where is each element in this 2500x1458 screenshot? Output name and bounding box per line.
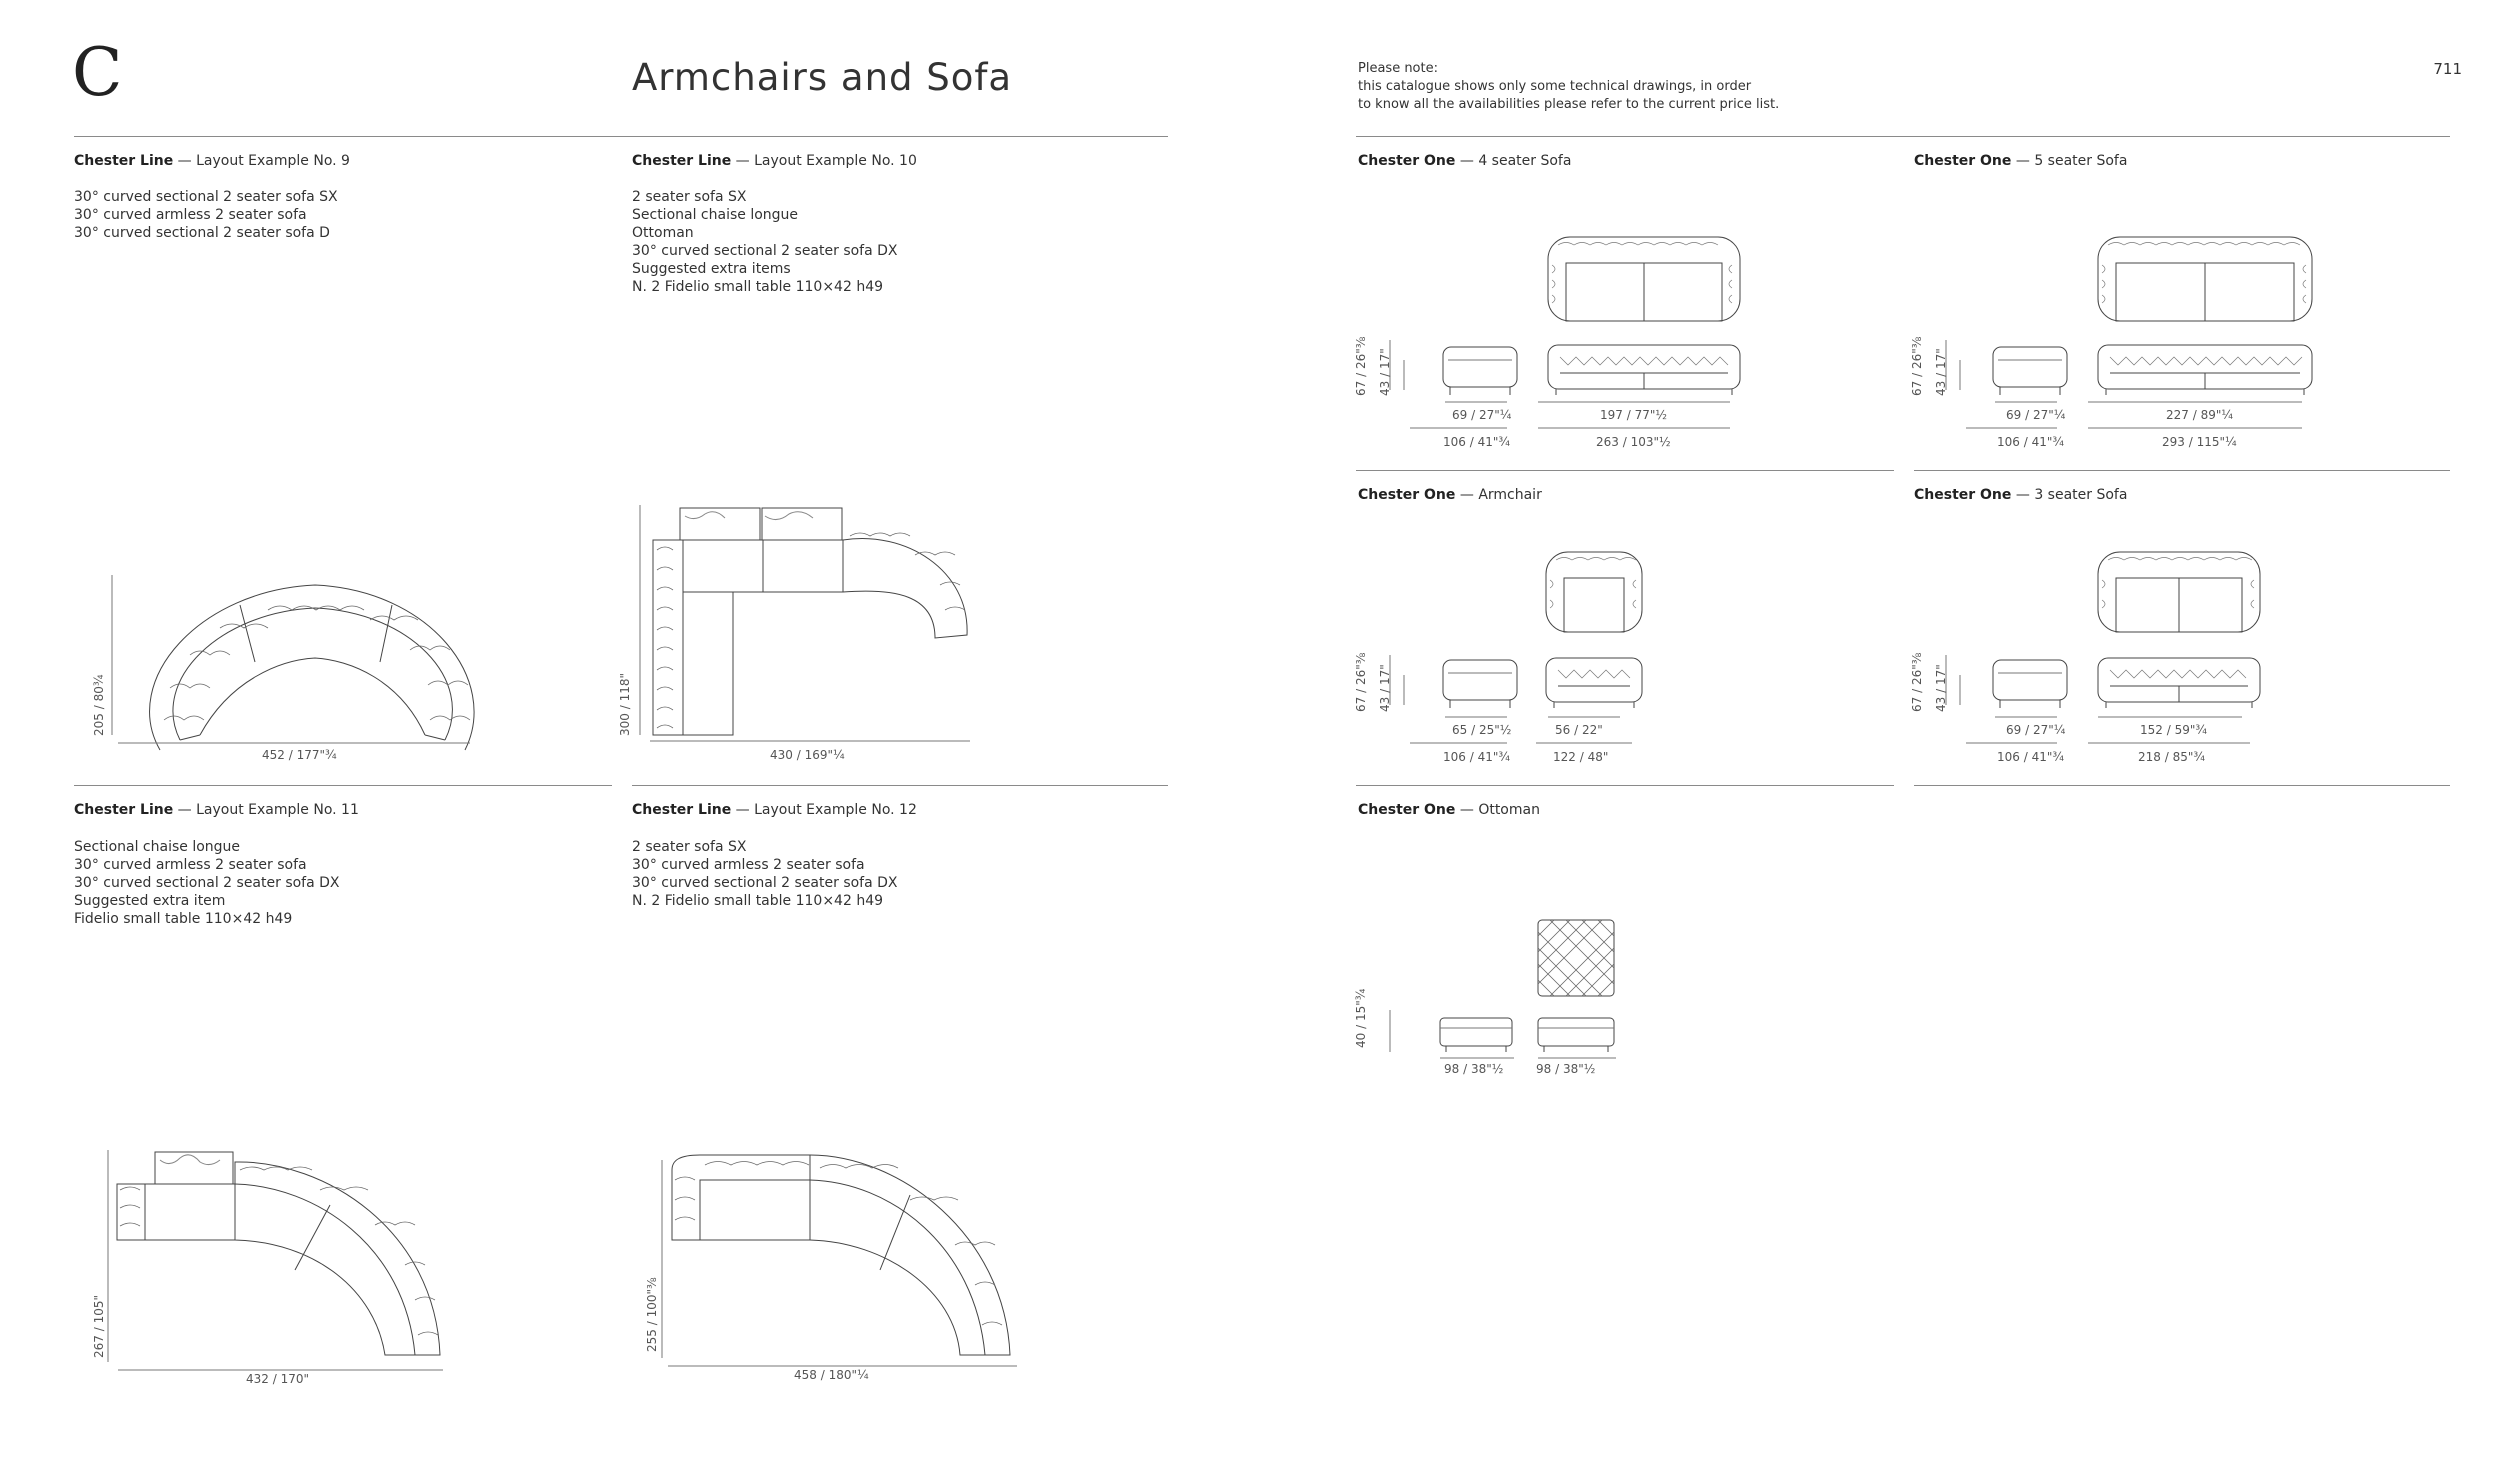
product-line-name: Chester One	[1914, 153, 2012, 169]
layout-name: Layout Example No. 12	[754, 802, 917, 818]
layout-name: Layout Example No. 9	[196, 153, 350, 169]
title-separator: —	[2011, 153, 2035, 169]
dimension-lines	[1370, 655, 1670, 747]
width-total-dimension: 218 / 85"¾	[2138, 750, 2205, 764]
width-dimension: 432 / 170"	[246, 1372, 309, 1386]
product-line-name: Chester Line	[74, 802, 174, 818]
product-line-name: Chester One	[1358, 487, 1456, 503]
dimension-lines	[1370, 340, 1750, 430]
note-line: to know all the availabilities please refer to the current price list.	[1358, 97, 1780, 112]
product-3-seater-title	[1914, 487, 2127, 503]
seat-height-dimension: 43 / 17"	[1378, 348, 1392, 396]
depth-dimension: 69 / 27"¼	[1452, 408, 1512, 422]
width-dimension: 227 / 89"¼	[2166, 408, 2233, 422]
layout-9-items	[74, 188, 338, 242]
dimension-lines	[640, 505, 980, 745]
list-item: 30° curved armless 2 seater sofa	[74, 207, 307, 223]
product-line-name: Chester Line	[74, 153, 174, 169]
depth-dimension: 65 / 25"½	[1452, 723, 1512, 737]
list-item: 30° curved sectional 2 seater sofa DX	[74, 875, 340, 891]
height-dimension: 67 / 26"⅜	[1910, 336, 1924, 396]
section-divider	[1914, 470, 2450, 471]
product-name: 5 seater Sofa	[2034, 153, 2128, 169]
section-divider	[1356, 785, 1894, 786]
depth-total-dimension: 106 / 41"¾	[1443, 435, 1510, 449]
depth-dimension: 205 / 80¾	[92, 674, 106, 736]
dimension-lines	[1926, 655, 2266, 747]
depth-dimension: 255 / 100"⅜	[645, 1277, 659, 1352]
product-armchair-title	[1358, 487, 1542, 503]
seat-height-dimension: 43 / 17"	[1934, 664, 1948, 712]
depth-dimension: 267 / 105"	[92, 1295, 106, 1358]
width-total-dimension: 122 / 48"	[1553, 750, 1609, 764]
list-item: 2 seater sofa SX	[632, 189, 747, 205]
height-dimension: 67 / 26"⅜	[1354, 652, 1368, 712]
height-dimension: 40 / 15"¾	[1354, 988, 1368, 1048]
product-line-name: Chester Line	[632, 802, 732, 818]
product-line-name: Chester Line	[632, 153, 732, 169]
seat-height-dimension: 43 / 17"	[1378, 664, 1392, 712]
front-dimension: 98 / 38"½	[1536, 1062, 1596, 1076]
list-item: 30° curved sectional 2 seater sofa DX	[632, 875, 898, 891]
section-divider	[1356, 470, 1894, 471]
title-separator: —	[173, 153, 197, 169]
layout-12-title	[632, 802, 917, 818]
header-rule-left	[74, 136, 1168, 137]
product-ottoman-title	[1358, 802, 1540, 818]
product-line-name: Chester One	[1358, 802, 1456, 818]
list-item: N. 2 Fidelio small table 110×42 h49	[632, 279, 884, 295]
product-4-seater-title	[1358, 153, 1571, 169]
page-number: 711	[2433, 60, 2462, 78]
list-item: Suggested extra items	[632, 261, 791, 277]
section-divider	[74, 785, 612, 786]
title-separator: —	[1455, 487, 1479, 503]
section-divider	[632, 785, 1168, 786]
width-total-dimension: 293 / 115"¼	[2162, 435, 2237, 449]
width-dimension: 458 / 180"¼	[794, 1368, 869, 1382]
depth-dimension: 69 / 27"¼	[2006, 723, 2066, 737]
title-separator: —	[1455, 802, 1479, 818]
catalogue-note	[1358, 60, 1779, 114]
dimension-lines	[662, 1160, 1022, 1372]
note-line: Please note:	[1358, 61, 1438, 76]
layout-9-title	[74, 153, 350, 169]
side-dimension: 98 / 38"½	[1444, 1062, 1504, 1076]
product-name: Armchair	[1478, 487, 1542, 503]
height-dimension: 67 / 26"⅜	[1354, 336, 1368, 396]
layout-12-items	[632, 838, 898, 910]
page-title: Armchairs and Sofa	[632, 56, 1013, 99]
list-item: 30° curved sectional 2 seater sofa DX	[632, 243, 898, 259]
dimension-lines	[108, 1150, 448, 1375]
product-line-name: Chester One	[1914, 487, 2012, 503]
title-separator: —	[173, 802, 197, 818]
list-item: N. 2 Fidelio small table 110×42 h49	[632, 893, 884, 909]
layout-11-title	[74, 802, 359, 818]
layout-name: Layout Example No. 10	[754, 153, 917, 169]
title-separator: —	[2011, 487, 2035, 503]
list-item: Sectional chaise longue	[632, 207, 799, 223]
product-name: Ottoman	[1478, 802, 1540, 818]
seat-height-dimension: 43 / 17"	[1934, 348, 1948, 396]
list-item: Fidelio small table 110×42 h49	[74, 911, 293, 927]
title-separator: —	[731, 153, 755, 169]
width-dimension: 152 / 59"¾	[2140, 723, 2207, 737]
list-item: Sectional chaise longue	[74, 839, 241, 855]
depth-total-dimension: 106 / 41"¾	[1997, 435, 2064, 449]
title-separator: —	[1455, 153, 1479, 169]
title-separator: —	[731, 802, 755, 818]
layout-11-items	[74, 838, 340, 928]
width-total-dimension: 263 / 103"½	[1596, 435, 1671, 449]
product-5-seater-title	[1914, 153, 2127, 169]
width-dimension: 197 / 77"½	[1600, 408, 1667, 422]
width-dimension: 452 / 177"¾	[262, 748, 337, 762]
note-line: this catalogue shows only some technical drawings, in order	[1358, 79, 1752, 94]
list-item: 2 seater sofa SX	[632, 839, 747, 855]
height-dimension: 67 / 26"⅜	[1910, 652, 1924, 712]
product-name: 4 seater Sofa	[1478, 153, 1572, 169]
dimension-lines	[1370, 1010, 1620, 1060]
layout-10-items	[632, 188, 898, 296]
dimension-lines	[1926, 340, 2326, 430]
layout-name: Layout Example No. 11	[196, 802, 359, 818]
depth-total-dimension: 106 / 41"¾	[1997, 750, 2064, 764]
list-item: 30° curved sectional 2 seater sofa SX	[74, 189, 338, 205]
list-item: 30° curved armless 2 seater sofa	[74, 857, 307, 873]
section-letter: C	[72, 34, 123, 111]
section-divider	[1914, 785, 2450, 786]
layout-10-title	[632, 153, 917, 169]
width-dimension: 56 / 22"	[1555, 723, 1603, 737]
width-dimension: 430 / 169"¼	[770, 748, 845, 762]
list-item: 30° curved armless 2 seater sofa	[632, 857, 865, 873]
dimension-lines	[100, 575, 480, 745]
product-name: 3 seater Sofa	[2034, 487, 2128, 503]
header-rule-right	[1356, 136, 2450, 137]
list-item: Ottoman	[632, 225, 694, 241]
depth-dimension: 69 / 27"¼	[2006, 408, 2066, 422]
product-line-name: Chester One	[1358, 153, 1456, 169]
list-item: Suggested extra item	[74, 893, 226, 909]
list-item: 30° curved sectional 2 seater sofa D	[74, 225, 330, 241]
depth-total-dimension: 106 / 41"¾	[1443, 750, 1510, 764]
depth-dimension: 300 / 118"	[618, 673, 632, 736]
